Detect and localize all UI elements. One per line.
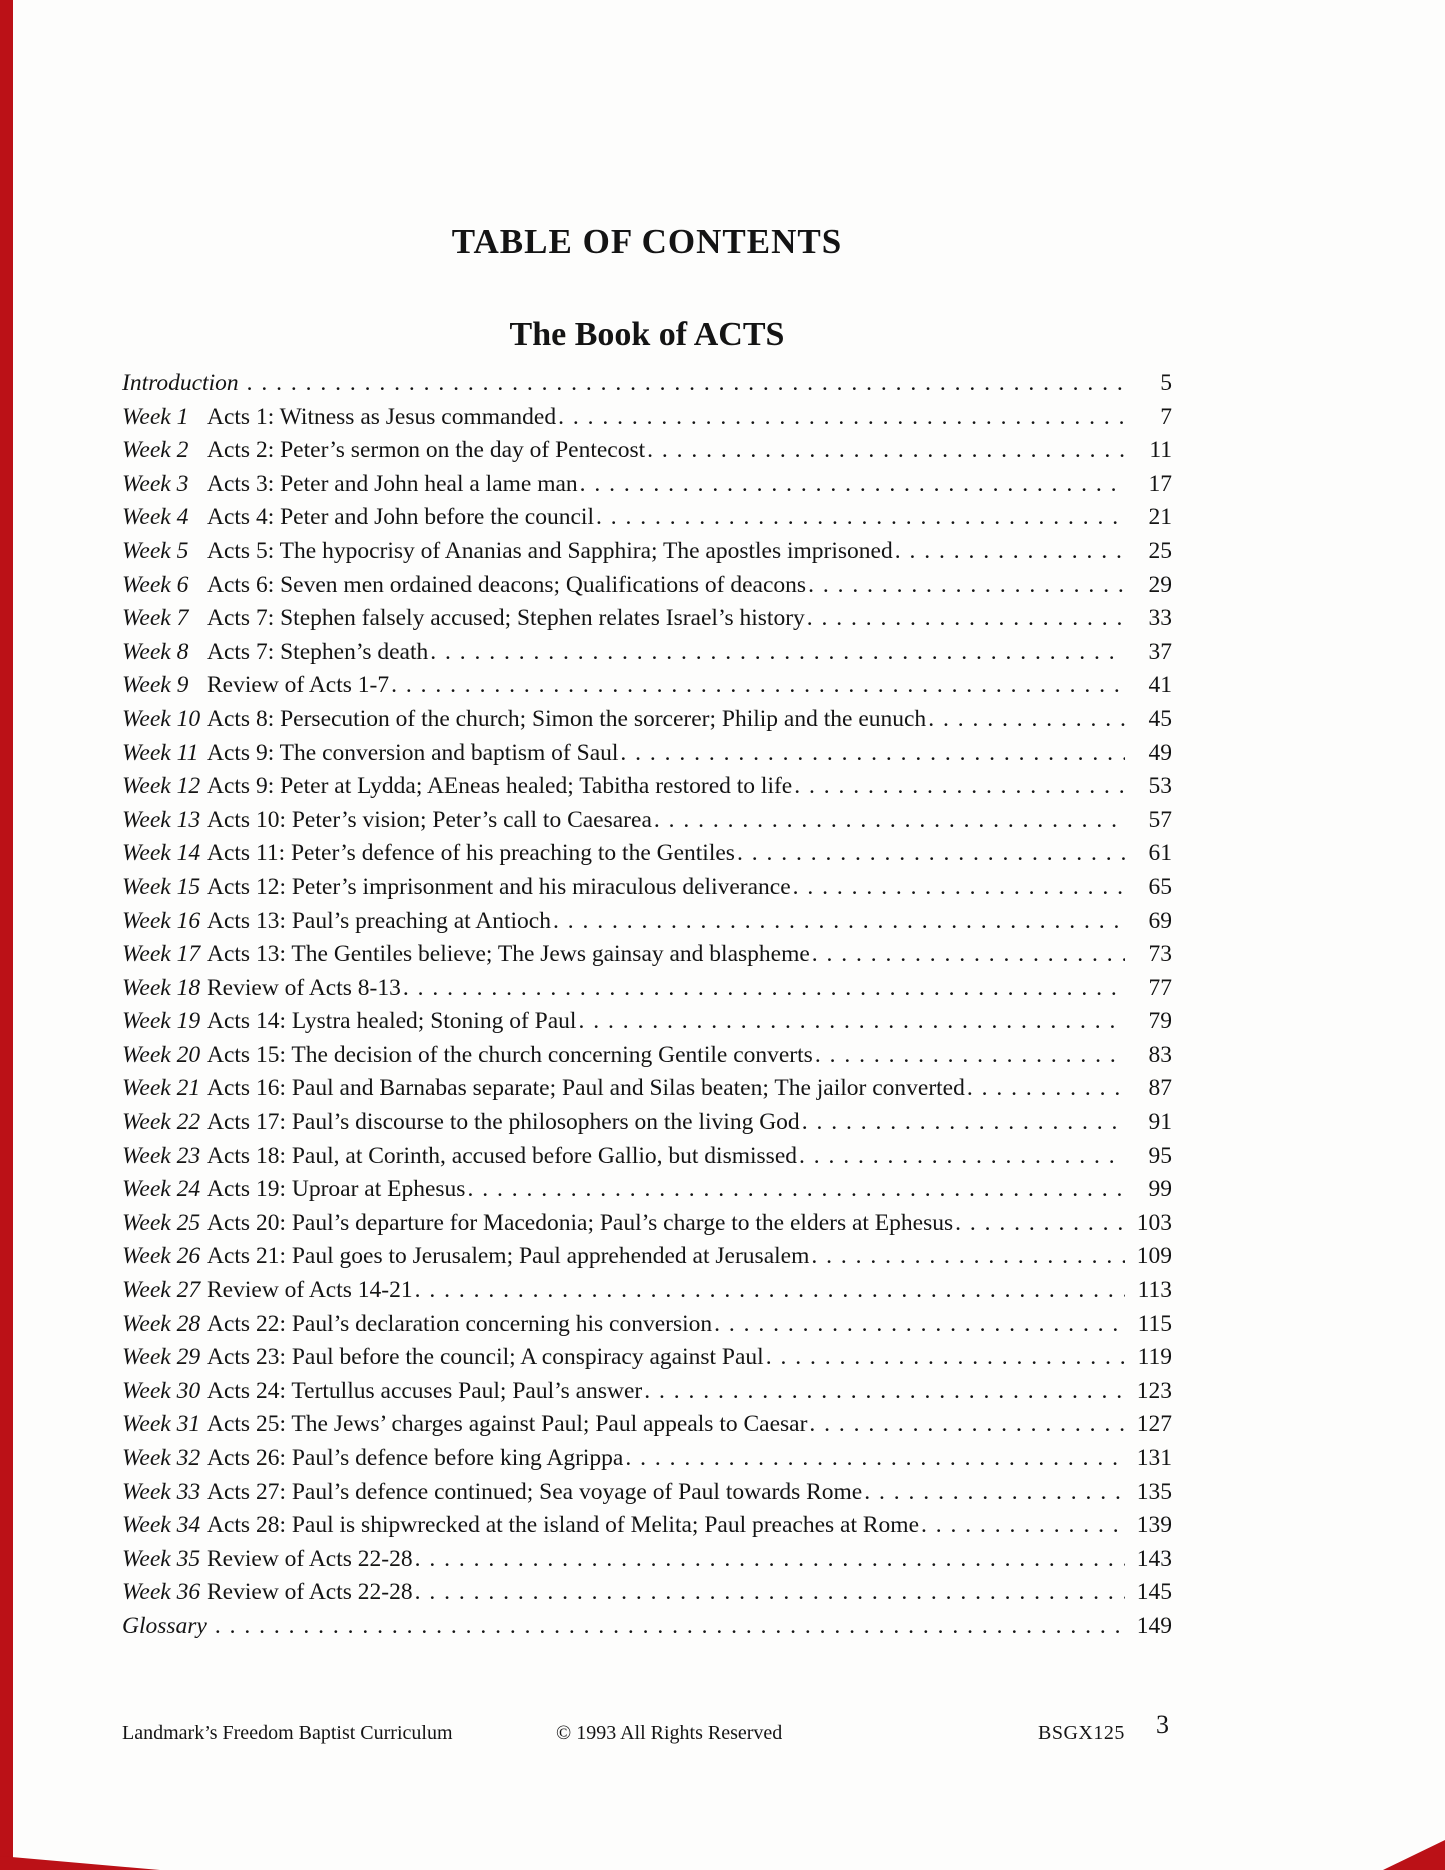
dot-leader bbox=[415, 1576, 1125, 1610]
toc-week-label: Week 7 bbox=[122, 605, 189, 632]
toc-week-label: Week 12 bbox=[122, 773, 201, 800]
dot-leader bbox=[430, 636, 1125, 670]
toc-page-number: 49 bbox=[1148, 739, 1172, 766]
toc-page-number: 109 bbox=[1136, 1243, 1172, 1270]
toc-week-label: Week 14 bbox=[122, 840, 201, 867]
toc-entry-title: Introduction bbox=[122, 370, 239, 396]
toc-page-number: 127 bbox=[1136, 1411, 1172, 1438]
dot-leader bbox=[580, 468, 1125, 502]
toc-entry bbox=[122, 602, 1172, 636]
dot-leader bbox=[793, 871, 1125, 905]
toc-page-number: 113 bbox=[1137, 1277, 1172, 1304]
dot-leader bbox=[714, 1308, 1125, 1342]
toc-week-label: Week 24 bbox=[122, 1176, 201, 1203]
toc-week-label: Week 20 bbox=[122, 1041, 201, 1068]
toc-entry bbox=[122, 1308, 1172, 1342]
scan-edge-bottom-left bbox=[0, 1856, 160, 1870]
dot-leader bbox=[928, 703, 1125, 737]
toc-week-label: Week 34 bbox=[122, 1512, 201, 1539]
toc-page-number: 135 bbox=[1136, 1478, 1172, 1505]
toc-entry-title: Acts 6: Seven men ordained deacons; Qualifications of deacons bbox=[207, 571, 807, 598]
dot-leader bbox=[247, 367, 1125, 401]
toc-week-label: Week 13 bbox=[122, 806, 201, 833]
toc-entry bbox=[122, 669, 1172, 703]
toc-week-label: Week 18 bbox=[122, 974, 201, 1001]
toc-week-label: Week 11 bbox=[122, 739, 199, 766]
toc-entry bbox=[122, 1610, 1172, 1644]
dot-leader bbox=[802, 1106, 1125, 1140]
book-title: The Book of ACTS bbox=[509, 316, 785, 353]
toc-entry-title: Acts 3: Peter and John heal a lame man bbox=[207, 470, 578, 497]
toc-entry bbox=[122, 1274, 1172, 1308]
toc-entry bbox=[122, 569, 1172, 603]
toc-page-number: 25 bbox=[1148, 537, 1172, 564]
dot-leader bbox=[654, 804, 1125, 838]
toc-page-number: 119 bbox=[1137, 1344, 1172, 1371]
toc-entry-title: Acts 17: Paul’s discourse to the philosophers on the living God bbox=[207, 1109, 800, 1136]
toc-week-label: Week 3 bbox=[122, 470, 189, 497]
toc-entry-title: Acts 5: The hypocrisy of Ananias and Sapphira; The apostles imprisoned bbox=[207, 537, 893, 564]
dot-leader bbox=[737, 837, 1125, 871]
toc-entry-title: Acts 8: Persecution of the church; Simon the sorcerer; Philip and the eunuch bbox=[207, 705, 927, 732]
toc-week-label: Week 6 bbox=[122, 571, 189, 598]
toc-entry bbox=[122, 1072, 1172, 1106]
toc-page-number: 79 bbox=[1148, 1008, 1172, 1035]
dot-leader bbox=[808, 569, 1125, 603]
footer-publisher: Landmark’s Freedom Baptist Curriculum bbox=[122, 1722, 453, 1744]
toc-entry-title: Review of Acts 8-13 bbox=[207, 974, 401, 1001]
toc-entry-title: Acts 7: Stephen’s death bbox=[207, 638, 429, 665]
toc-page-number: 99 bbox=[1148, 1176, 1172, 1203]
dot-leader bbox=[558, 401, 1125, 435]
toc-week-label: Week 16 bbox=[122, 907, 201, 934]
toc-entry-title: Acts 4: Peter and John before the council bbox=[207, 504, 594, 531]
scan-edge-bottom-right bbox=[1383, 1840, 1445, 1870]
toc-page-number: 45 bbox=[1148, 705, 1172, 732]
toc-entry-title: Acts 12: Peter’s imprisonment and his miraculous deliverance bbox=[207, 873, 791, 900]
toc-page-number: 53 bbox=[1148, 773, 1172, 800]
dot-leader bbox=[812, 938, 1125, 972]
toc-page-number: 33 bbox=[1148, 605, 1172, 632]
table-of-contents bbox=[122, 222, 1172, 1644]
toc-week-label: Week 21 bbox=[122, 1075, 201, 1102]
toc-entry-title: Acts 16: Paul and Barnabas separate; Paul and Silas beaten; The jailor converted bbox=[207, 1075, 965, 1102]
toc-entry bbox=[122, 468, 1172, 502]
dot-leader bbox=[596, 501, 1125, 535]
dot-leader bbox=[895, 535, 1125, 569]
scan-edge-left bbox=[0, 0, 13, 1870]
toc-week-label: Week 19 bbox=[122, 1008, 201, 1035]
toc-entry-title: Acts 1: Witness as Jesus commanded bbox=[207, 403, 557, 430]
toc-week-label: Week 1 bbox=[122, 403, 189, 430]
toc-entry-title: Acts 24: Tertullus accuses Paul; Paul’s answer bbox=[207, 1377, 643, 1404]
toc-page-number: 57 bbox=[1148, 806, 1172, 833]
toc-page-number: 29 bbox=[1148, 571, 1172, 598]
toc-list bbox=[122, 367, 1172, 1644]
toc-page-number: 73 bbox=[1148, 941, 1172, 968]
toc-entry bbox=[122, 804, 1172, 838]
toc-page-number: 103 bbox=[1136, 1209, 1172, 1236]
toc-entry bbox=[122, 905, 1172, 939]
toc-entry-title: Review of Acts 1-7 bbox=[207, 672, 390, 699]
toc-entry bbox=[122, 1543, 1172, 1577]
toc-entry bbox=[122, 1576, 1172, 1610]
toc-entry bbox=[122, 367, 1172, 401]
toc-entry bbox=[122, 434, 1172, 468]
dot-leader bbox=[766, 1341, 1125, 1375]
toc-entry bbox=[122, 737, 1172, 771]
toc-entry-title: Acts 28: Paul is shipwrecked at the island of Melita; Paul preaches at Rome bbox=[207, 1512, 920, 1539]
toc-week-label: Week 28 bbox=[122, 1310, 201, 1337]
toc-entry-title: Acts 26: Paul’s defence before king Agrippa bbox=[207, 1445, 624, 1471]
toc-page-number: 145 bbox=[1136, 1579, 1172, 1606]
toc-entry bbox=[122, 1375, 1172, 1409]
toc-page-number: 61 bbox=[1148, 840, 1172, 867]
footer-page-number: 3 bbox=[1156, 1710, 1169, 1739]
footer-copyright: © 1993 All Rights Reserved bbox=[556, 1722, 783, 1744]
toc-page-number: 123 bbox=[1136, 1377, 1172, 1404]
toc-week-label: Week 2 bbox=[122, 437, 189, 464]
toc-page-number: 143 bbox=[1136, 1545, 1172, 1572]
toc-entry bbox=[122, 1039, 1172, 1073]
dot-leader bbox=[809, 1408, 1125, 1442]
dot-leader bbox=[811, 1240, 1125, 1274]
dot-leader bbox=[815, 1039, 1125, 1073]
dot-leader bbox=[403, 972, 1125, 1006]
toc-page-number: 115 bbox=[1137, 1310, 1172, 1337]
toc-page-number: 5 bbox=[1160, 370, 1172, 396]
dot-leader bbox=[415, 1543, 1125, 1577]
toc-week-label: Week 25 bbox=[122, 1209, 201, 1236]
toc-entry bbox=[122, 1106, 1172, 1140]
toc-page-number: 91 bbox=[1148, 1109, 1172, 1136]
toc-entry-title: Acts 25: The Jews’ charges against Paul; Paul appeals to Caesar bbox=[207, 1411, 808, 1438]
toc-entry bbox=[122, 501, 1172, 535]
toc-entry-title: Acts 23: Paul before the council; A conspiracy against Paul bbox=[207, 1344, 764, 1371]
toc-entry bbox=[122, 871, 1172, 905]
toc-week-label: Week 30 bbox=[122, 1377, 201, 1404]
toc-entry bbox=[122, 636, 1172, 670]
toc-page-number: 87 bbox=[1148, 1075, 1172, 1102]
toc-week-label: Week 22 bbox=[122, 1109, 201, 1136]
toc-entry-title: Review of Acts 14-21 bbox=[207, 1277, 413, 1304]
footer-product-code: BSGX125 bbox=[1038, 1722, 1125, 1744]
dot-leader bbox=[955, 1207, 1125, 1241]
toc-entry-title: Acts 11: Peter’s defence of his preaching to the Gentiles bbox=[207, 840, 735, 867]
toc-entry-title: Acts 27: Paul’s defence continued; Sea voyage of Paul towards Rome bbox=[207, 1478, 863, 1505]
toc-week-label: Week 4 bbox=[122, 504, 189, 531]
toc-entry bbox=[122, 401, 1172, 435]
toc-entry bbox=[122, 1442, 1172, 1476]
toc-page-number: 139 bbox=[1136, 1512, 1172, 1539]
toc-page-number: 17 bbox=[1148, 470, 1172, 497]
toc-entry bbox=[122, 837, 1172, 871]
toc-entry bbox=[122, 703, 1172, 737]
toc-entry bbox=[122, 535, 1172, 569]
toc-week-label: Week 17 bbox=[122, 941, 201, 968]
toc-entry bbox=[122, 1005, 1172, 1039]
toc-entry bbox=[122, 1173, 1172, 1207]
toc-entry bbox=[122, 1341, 1172, 1375]
toc-entry bbox=[122, 1240, 1172, 1274]
toc-week-label: Week 29 bbox=[122, 1344, 201, 1371]
toc-week-label: Week 31 bbox=[122, 1411, 201, 1438]
toc-entry-title: Review of Acts 22-28 bbox=[207, 1579, 413, 1606]
dot-leader bbox=[794, 770, 1125, 804]
toc-page-number: 11 bbox=[1149, 437, 1172, 464]
toc-entry bbox=[122, 1140, 1172, 1174]
toc-entry bbox=[122, 1509, 1172, 1543]
dot-leader bbox=[799, 1140, 1125, 1174]
dot-leader bbox=[553, 905, 1125, 939]
dot-leader bbox=[864, 1476, 1125, 1510]
dot-leader bbox=[921, 1509, 1125, 1543]
toc-page-number: 95 bbox=[1148, 1142, 1172, 1169]
toc-week-label: Week 36 bbox=[122, 1579, 201, 1606]
toc-entry-title: Acts 13: Paul’s preaching at Antioch bbox=[207, 907, 551, 934]
toc-week-label: Week 26 bbox=[122, 1243, 201, 1270]
toc-entry-title: Acts 21: Paul goes to Jerusalem; Paul apprehended at Jerusalem bbox=[207, 1243, 810, 1270]
toc-entry-title: Acts 18: Paul, at Corinth, accused before Gallio, but dismissed bbox=[207, 1142, 798, 1169]
toc-page-number: 77 bbox=[1148, 974, 1172, 1001]
toc-week-label: Week 27 bbox=[122, 1277, 201, 1304]
dot-leader bbox=[967, 1072, 1125, 1106]
toc-week-label: Week 32 bbox=[122, 1445, 201, 1471]
toc-week-label: Week 35 bbox=[122, 1545, 201, 1572]
toc-entry-title: Acts 2: Peter’s sermon on the day of Pentecost bbox=[207, 437, 646, 464]
dot-leader bbox=[807, 602, 1125, 636]
toc-page-number: 83 bbox=[1148, 1041, 1172, 1068]
toc-week-label: Week 10 bbox=[122, 705, 201, 732]
toc-page-number: 149 bbox=[1136, 1612, 1172, 1639]
toc-page-number: 37 bbox=[1148, 638, 1172, 665]
toc-entry bbox=[122, 938, 1172, 972]
toc-entry-title: Acts 9: Peter at Lydda; AEneas healed; Tabitha restored to life bbox=[207, 773, 793, 800]
page-title: TABLE OF CONTENTS bbox=[451, 222, 843, 261]
dot-leader bbox=[467, 1173, 1125, 1207]
dot-leader bbox=[578, 1005, 1125, 1039]
toc-entry-title: Acts 14: Lystra healed; Stoning of Paul bbox=[207, 1008, 577, 1035]
toc-page-number: 21 bbox=[1148, 504, 1172, 531]
toc-entry bbox=[122, 1408, 1172, 1442]
toc-entry-title: Acts 22: Paul’s declaration concerning his conversion bbox=[207, 1310, 713, 1337]
toc-page-number: 7 bbox=[1160, 403, 1172, 430]
toc-entry bbox=[122, 770, 1172, 804]
toc-page-number: 41 bbox=[1148, 672, 1172, 699]
toc-entry-title: Acts 15: The decision of the church concerning Gentile converts bbox=[207, 1041, 813, 1068]
toc-week-label: Week 8 bbox=[122, 638, 189, 665]
toc-entry-title: Acts 13: The Gentiles believe; The Jews gainsay and blaspheme bbox=[207, 941, 810, 968]
toc-entry-title: Acts 7: Stephen falsely accused; Stephen relates Israel’s history bbox=[207, 605, 805, 632]
toc-entry bbox=[122, 972, 1172, 1006]
dot-leader bbox=[620, 737, 1125, 771]
toc-entry-title: Acts 9: The conversion and baptism of Saul bbox=[207, 739, 619, 766]
toc-week-label: Week 15 bbox=[122, 873, 201, 900]
toc-week-label: Week 23 bbox=[122, 1142, 201, 1169]
toc-entry-title: Glossary bbox=[122, 1612, 207, 1639]
toc-entry bbox=[122, 1476, 1172, 1510]
toc-page-number: 69 bbox=[1148, 907, 1172, 934]
toc-page-number: 131 bbox=[1136, 1445, 1172, 1471]
toc-entry-title: Acts 20: Paul’s departure for Macedonia; Paul’s charge to the elders at Ephesus bbox=[207, 1209, 954, 1236]
dot-leader bbox=[647, 434, 1125, 468]
dot-leader bbox=[215, 1610, 1125, 1644]
dot-leader bbox=[391, 669, 1125, 703]
toc-entry bbox=[122, 1207, 1172, 1241]
toc-entry-title: Review of Acts 22-28 bbox=[207, 1545, 413, 1572]
toc-week-label: Week 5 bbox=[122, 537, 189, 564]
toc-week-label: Week 9 bbox=[122, 672, 189, 699]
dot-leader bbox=[415, 1274, 1125, 1308]
dot-leader bbox=[625, 1442, 1125, 1476]
toc-entry-title: Acts 10: Peter’s vision; Peter’s call to Caesarea bbox=[207, 806, 652, 833]
toc-entry-title: Acts 19: Uproar at Ephesus bbox=[207, 1176, 466, 1203]
dot-leader bbox=[644, 1375, 1125, 1409]
toc-page-number: 65 bbox=[1148, 873, 1172, 900]
toc-week-label: Week 33 bbox=[122, 1478, 201, 1505]
